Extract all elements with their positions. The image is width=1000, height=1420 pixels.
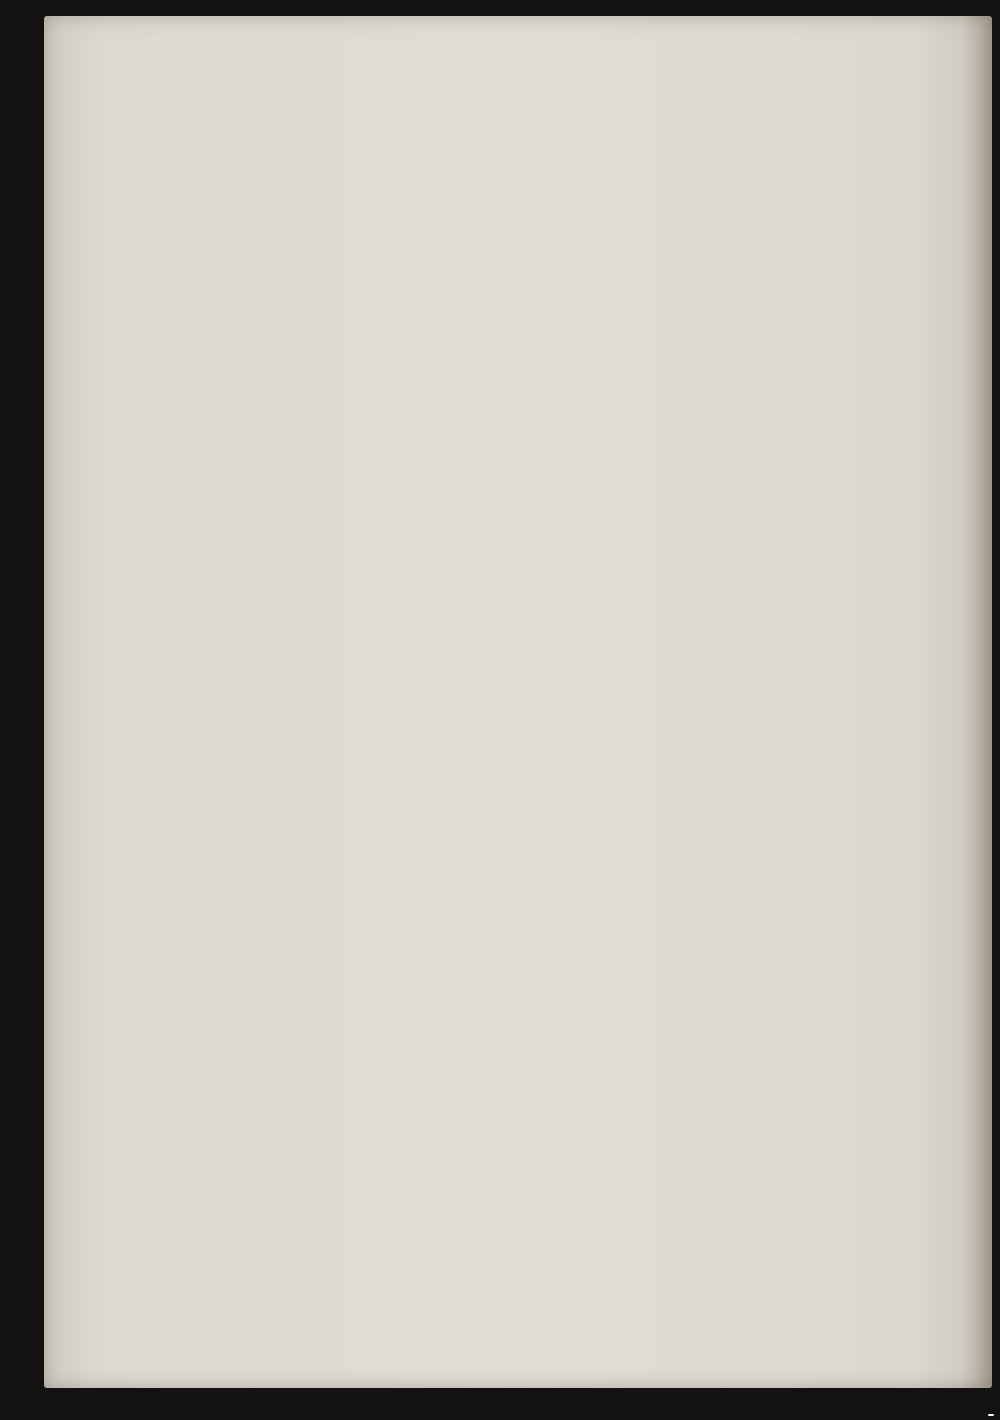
gutter-shadow — [962, 16, 992, 1388]
section-heading — [196, 152, 936, 272]
page-text — [196, 152, 936, 272]
dfg-logo — [988, 1414, 994, 1416]
footer-credit — [982, 1414, 994, 1416]
